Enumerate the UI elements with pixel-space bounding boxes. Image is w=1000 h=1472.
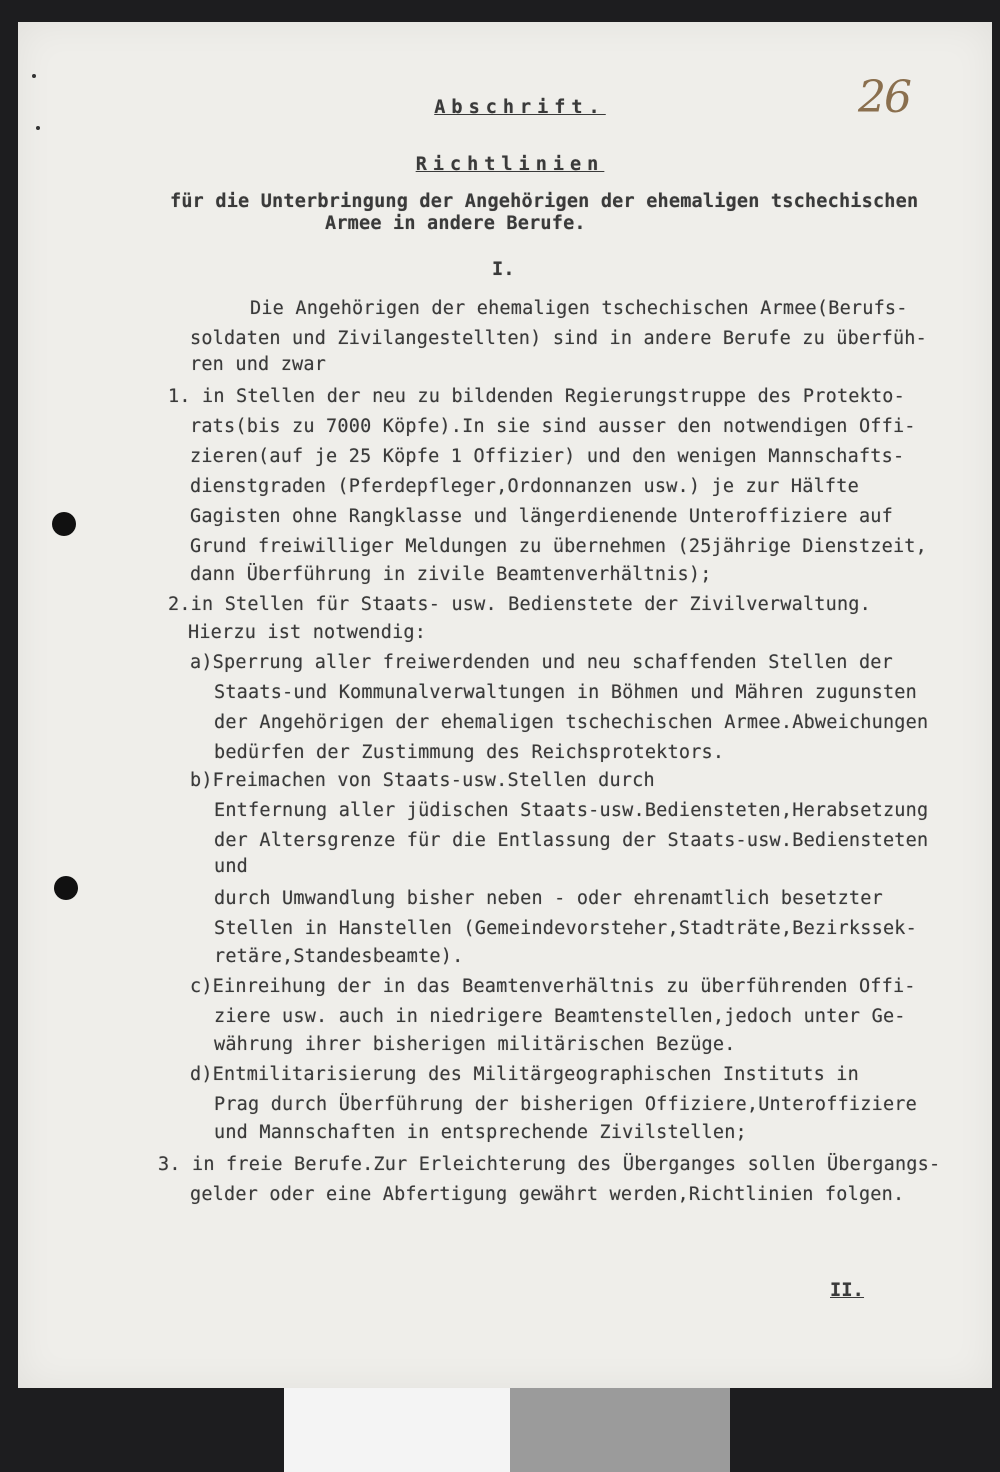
- item-3: [158, 1150, 941, 1240]
- text-line: b)Freimachen von Staats-usw.Stellen durch: [190, 770, 655, 791]
- text-line: Hierzu ist notwendig:: [188, 622, 427, 643]
- title-block: [170, 191, 919, 257]
- title-line: für die Unterbringung der Angehörigen der ehemaligen tschechischen: [170, 191, 919, 212]
- text-line: währung ihrer bisherigen militärischen Bezüge.: [214, 1034, 736, 1055]
- text-line: Die Angehörigen der ehemaligen tschechischen Armee(Berufs-: [250, 298, 908, 319]
- calibration-card-gray: [510, 1388, 730, 1472]
- text-line: Entfernung aller jüdischen Staats-usw.Bediensteten,Herabsetzung: [214, 800, 929, 821]
- text-line: Stellen in Hanstellen (Gemeindevorsteher,Stadträte,Bezirkssek-: [214, 918, 917, 939]
- text-line: zieren(auf je 25 Köpfe 1 Offizier) und den wenigen Mannschafts-: [190, 446, 905, 467]
- text-line: ren und zwar: [190, 354, 327, 375]
- text-line: der Altersgrenze für die Entlassung der Staats-usw.Bediensteten: [214, 830, 929, 851]
- text-line: Grund freiwilliger Meldungen zu übernehmen (25jährige Dienstzeit,: [190, 536, 927, 557]
- margin-mark: [32, 74, 36, 78]
- heading: Abschrift.: [434, 97, 606, 118]
- section-number: I.: [492, 259, 515, 280]
- text-line: d)Entmilitarisierung des Militärgeographischen Instituts in: [190, 1064, 859, 1085]
- text-line: ziere usw. auch in niedrigere Beamtenstellen,jedoch unter Ge-: [214, 1006, 906, 1027]
- text-line: rats(bis zu 7000 Köpfe).In sie sind ausser den notwendigen Offi-: [190, 416, 916, 437]
- text-line: 1. in Stellen der neu zu bildenden Regierungstruppe des Protekto-: [168, 386, 905, 407]
- punch-hole: [54, 876, 78, 900]
- text-line: bedürfen der Zustimmung des Reichsprotektors.: [214, 742, 725, 763]
- calibration-card-white: [284, 1388, 510, 1472]
- text-line: 2.in Stellen für Staats- usw. Bedienstete der Zivilverwaltung.: [168, 594, 871, 615]
- subheading: Richtlinien: [415, 154, 605, 175]
- text-line: Prag durch Überführung der bisherigen Offiziere,Unteroffiziere: [214, 1094, 917, 1115]
- punch-hole: [52, 512, 76, 536]
- text-line: 3. in freie Berufe.Zur Erleichterung des Überganges sollen Übergangs-: [158, 1154, 941, 1175]
- text-line: retäre,Standesbeamte).: [214, 946, 464, 967]
- margin-mark: [36, 126, 40, 130]
- title-line: Armee in andere Berufe.: [325, 213, 586, 234]
- text-line: Staats-und Kommunalverwaltungen in Böhmen und Mähren zugunsten: [214, 682, 917, 703]
- text-line: dienstgraden (Pferdepfleger,Ordonnanzen usw.) je zur Hälfte: [190, 476, 859, 497]
- text-line: und Mannschaften in entsprechende Zivilstellen;: [214, 1122, 747, 1143]
- text-line: c)Einreihung der in das Beamtenverhältnis zu überführenden Offi-: [190, 976, 916, 997]
- folio-number: 26: [858, 72, 910, 123]
- continuation-marker: II.: [830, 1280, 865, 1301]
- text-line: und: [214, 856, 249, 877]
- text-line: Gagisten ohne Rangklasse und längerdienende Unteroffiziere auf: [190, 506, 893, 527]
- text-line: a)Sperrung aller freiwerdenden und neu schaffenden Stellen der: [190, 652, 893, 673]
- text-line: soldaten und Zivilangestellten) sind in andere Berufe zu überfüh-: [190, 328, 927, 349]
- text-line: dann Überführung in zivile Beamtenverhältnis);: [190, 564, 712, 585]
- text-line: der Angehörigen der ehemaligen tschechischen Armee.Abweichungen: [214, 712, 929, 733]
- text-line: durch Umwandlung bisher neben - oder ehrenamtlich besetzter: [214, 888, 883, 909]
- text-line: gelder oder eine Abfertigung gewährt werden,Richtlinien folgen.: [190, 1184, 905, 1205]
